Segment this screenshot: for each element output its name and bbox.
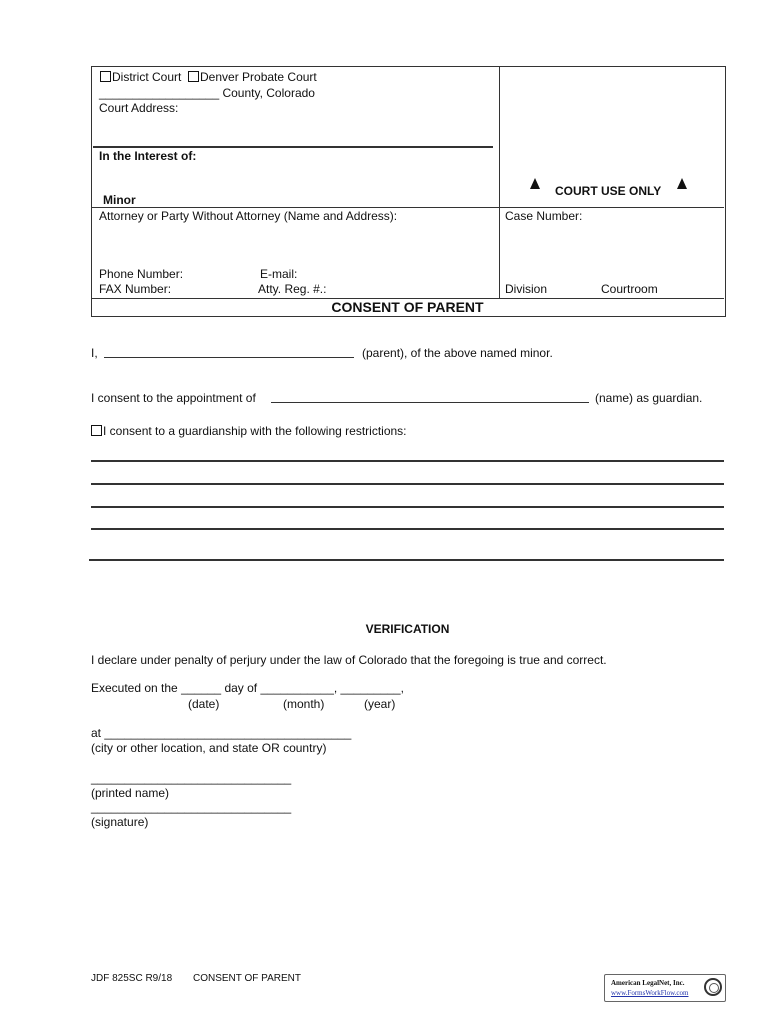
logo-name: American LegalNet, Inc. [611, 979, 685, 987]
executed-line[interactable]: Executed on the ______ day of ___________, _________, [91, 681, 404, 695]
parent-name-field[interactable] [104, 357, 354, 358]
date-label: (date) [188, 697, 220, 711]
appointment-suffix: (name) as guardian. [595, 391, 703, 405]
at-line[interactable]: at _____________________________________ [91, 726, 352, 740]
restriction-line[interactable] [91, 460, 724, 462]
logo-url[interactable]: www.FormsWorkFlow.com [611, 989, 689, 997]
restriction-line[interactable] [91, 528, 724, 530]
restrictions-row [91, 424, 407, 438]
minor-label: Minor [103, 193, 136, 207]
location-label: (city or other location, and state OR country) [91, 741, 327, 755]
verification-heading: VERIFICATION [365, 622, 450, 636]
attorney-label: Attorney or Party Without Attorney (Name and Address): [99, 209, 398, 223]
printed-name-line[interactable]: ______________________________ [91, 771, 292, 785]
parent-suffix: (parent), of the above named minor. [362, 346, 553, 360]
denver-probate-label: Denver Probate Court [200, 70, 317, 84]
signature-label: (signature) [91, 815, 149, 829]
footer-form-id: JDF 825SC R9/18 [91, 973, 173, 984]
footer-form-name: CONSENT OF PARENT [193, 973, 301, 984]
caption-divider-vertical [499, 66, 500, 298]
court-use-only-label: COURT USE ONLY [555, 184, 662, 198]
court-address-label: Court Address: [99, 101, 179, 115]
county-line: __________________ County, Colorado [99, 86, 315, 100]
fax-label: FAX Number: [99, 282, 172, 296]
month-label: (month) [283, 697, 325, 711]
restrictions-checkbox[interactable] [91, 425, 102, 436]
globe-icon [704, 978, 722, 996]
division-label: Division [505, 282, 548, 296]
american-legalnet-logo [604, 974, 726, 1002]
form-title: CONSENT OF PARENT [331, 299, 484, 315]
restrictions-label: I consent to a guardianship with the following restrictions: [103, 424, 407, 438]
interest-divider [93, 146, 493, 148]
parent-prefix: I, [91, 346, 98, 360]
restriction-line[interactable] [91, 483, 724, 485]
atty-reg-label: Atty. Reg. #.: [258, 282, 327, 296]
triangle-up-icon [530, 178, 540, 189]
printed-name-label: (printed name) [91, 786, 170, 800]
denver-probate-checkbox[interactable] [188, 71, 199, 82]
declaration-text: I declare under penalty of perjury under the law of Colorado that the foregoing is true and correct. [91, 653, 607, 667]
guardian-name-field[interactable] [271, 402, 589, 403]
restriction-line[interactable] [91, 506, 724, 508]
section-divider [89, 559, 724, 561]
year-label: (year) [364, 697, 396, 711]
case-number-label: Case Number: [505, 209, 583, 223]
appointment-prefix: I consent to the appointment of [91, 391, 256, 405]
district-court-label: District Court [112, 70, 182, 84]
phone-label: Phone Number: [99, 267, 184, 281]
interest-label: In the Interest of: [99, 149, 197, 163]
court-options-row [100, 70, 317, 84]
courtroom-label: Courtroom [601, 282, 658, 296]
signature-line[interactable]: ______________________________ [91, 800, 292, 814]
district-court-checkbox[interactable] [100, 71, 111, 82]
triangle-up-icon [677, 178, 687, 189]
email-label: E-mail: [260, 267, 298, 281]
attorney-divider [92, 207, 724, 208]
